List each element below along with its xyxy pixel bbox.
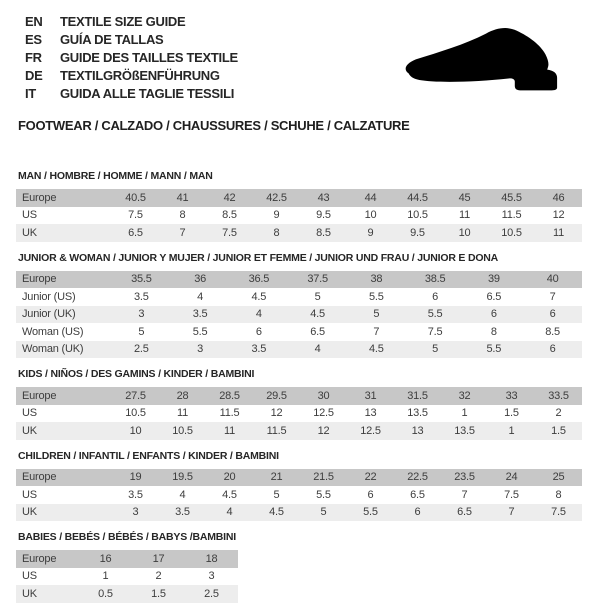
size-value: 3.5 xyxy=(134,290,149,303)
size-value: 43 xyxy=(317,191,330,204)
size-value: 21 xyxy=(270,471,283,484)
size-value: 10.5 xyxy=(501,226,522,239)
table-row xyxy=(16,306,582,324)
size-value: 12.5 xyxy=(360,424,381,437)
size-value: 10.5 xyxy=(407,209,428,222)
size-value: 28.5 xyxy=(219,389,240,402)
size-value: 13.5 xyxy=(407,407,428,420)
language-title: TEXTILGRÖßENFÜHRUNG xyxy=(60,68,220,83)
size-value: 19 xyxy=(129,471,142,484)
size-value: 7 xyxy=(373,325,380,338)
size-value: 16 xyxy=(99,552,112,565)
size-value: 5 xyxy=(320,506,327,519)
size-value: 18 xyxy=(205,552,218,565)
language-code: DE xyxy=(25,68,43,83)
size-value: 7 xyxy=(179,226,186,239)
table-row xyxy=(16,207,582,225)
size-value: 8 xyxy=(273,226,280,239)
size-value: 46 xyxy=(552,191,565,204)
size-value: 6 xyxy=(414,506,421,519)
guide-header xyxy=(0,0,600,133)
size-value: 8.5 xyxy=(222,209,237,222)
size-value: 11 xyxy=(176,407,189,420)
size-table-babies xyxy=(16,550,238,603)
size-value: 6 xyxy=(432,290,439,303)
size-value: 33 xyxy=(505,389,518,402)
size-value: 30 xyxy=(317,389,330,402)
size-value: 20 xyxy=(223,471,236,484)
row-label: Europe xyxy=(22,191,57,204)
size-value: 45 xyxy=(458,191,471,204)
size-value: 33.5 xyxy=(548,389,569,402)
size-value: 7.5 xyxy=(504,488,519,501)
size-value: 36.5 xyxy=(248,273,270,286)
size-value: 4 xyxy=(226,506,233,519)
row-label: US xyxy=(22,209,37,222)
size-table-man xyxy=(16,189,582,242)
size-value: 6 xyxy=(549,308,556,321)
size-value: 19.5 xyxy=(172,471,193,484)
size-value: 12.5 xyxy=(313,407,334,420)
section-junior-woman xyxy=(16,252,582,359)
category-title: FOOTWEAR / CALZADO / CHAUSSURES / SCHUHE / CALZATURE xyxy=(18,118,410,133)
size-value: 6 xyxy=(490,308,497,321)
size-value: 3 xyxy=(132,506,139,519)
size-value: 5.5 xyxy=(427,308,443,321)
size-value: 44 xyxy=(364,191,377,204)
section-title-babies: BABIES / BEBÉS / BÉBÉS / BABYS /BAMBINI xyxy=(18,531,236,543)
size-value: 7.5 xyxy=(427,325,443,338)
language-title: GUÍA DE TALLAS xyxy=(60,32,164,47)
size-value: 31.5 xyxy=(407,389,428,402)
size-table-kids xyxy=(16,387,582,440)
size-value: 21.5 xyxy=(313,471,334,484)
section-title-junior-woman: JUNIOR & WOMAN / JUNIOR Y MUJER / JUNIOR ET FEMME / JUNIOR UND FRAU / JUNIOR E DONA xyxy=(18,251,499,264)
table-row xyxy=(16,550,238,568)
row-label: US xyxy=(22,570,37,583)
size-value: 4 xyxy=(197,290,204,303)
size-value: 44.5 xyxy=(407,191,428,204)
size-value: 8 xyxy=(179,209,186,222)
size-value: 0.5 xyxy=(98,587,113,600)
row-label: Junior (UK) xyxy=(22,308,76,321)
size-tables xyxy=(16,170,582,603)
size-value: 25 xyxy=(552,471,565,484)
table-row xyxy=(16,486,582,504)
table-row xyxy=(16,224,582,242)
size-value: 32 xyxy=(458,389,471,402)
table-row xyxy=(16,405,582,423)
size-value: 11 xyxy=(223,424,236,437)
size-value: 2 xyxy=(155,570,162,583)
size-value: 7.5 xyxy=(222,226,237,239)
size-value: 12 xyxy=(317,424,330,437)
row-label: Europe xyxy=(22,471,57,484)
size-value: 27.5 xyxy=(125,389,146,402)
size-value: 6.5 xyxy=(128,226,143,239)
language-code: ES xyxy=(25,32,42,47)
size-value: 6 xyxy=(549,343,556,356)
table-row xyxy=(16,341,582,359)
size-value: 4.5 xyxy=(269,506,284,519)
table-row xyxy=(16,189,582,207)
size-value: 28 xyxy=(176,389,189,402)
size-table-junior-woman xyxy=(16,271,582,359)
size-value: 1 xyxy=(102,570,109,583)
size-value: 4.5 xyxy=(222,488,237,501)
section-title-man: MAN / HOMBRE / HOMME / MANN / MAN xyxy=(18,170,213,182)
size-value: 7 xyxy=(549,290,556,303)
size-value: 5 xyxy=(432,343,439,356)
row-label: Woman (UK) xyxy=(22,343,84,356)
size-value: 40 xyxy=(546,273,559,286)
size-value: 3 xyxy=(208,570,215,583)
size-value: 31 xyxy=(364,389,377,402)
size-value: 24 xyxy=(505,471,518,484)
size-value: 6.5 xyxy=(310,325,325,338)
section-title-children: CHILDREN / INFANTIL / ENFANTS / KINDER / BAMBINI xyxy=(18,449,279,462)
size-value: 4.5 xyxy=(251,290,267,303)
shoe-icon xyxy=(396,24,576,94)
size-value: 1 xyxy=(508,424,515,437)
size-value: 9.5 xyxy=(410,226,425,239)
section-children xyxy=(16,450,582,522)
size-value: 5.5 xyxy=(486,343,502,356)
language-code: IT xyxy=(25,86,36,101)
size-value: 4 xyxy=(179,488,186,501)
row-label: US xyxy=(22,407,37,420)
size-value: 23.5 xyxy=(454,471,475,484)
row-label: Woman (US) xyxy=(22,325,84,338)
size-value: 7 xyxy=(508,506,515,519)
size-value: 7 xyxy=(461,488,468,501)
size-value: 42 xyxy=(223,191,236,204)
language-title: TEXTILE SIZE GUIDE xyxy=(60,14,186,29)
row-label: Europe xyxy=(22,552,57,565)
size-value: 22.5 xyxy=(407,471,428,484)
language-title: GUIDE DES TAILLES TEXTILE xyxy=(60,50,238,65)
size-value: 8.5 xyxy=(545,325,560,338)
size-value: 2.5 xyxy=(134,343,149,356)
table-row xyxy=(16,568,238,586)
table-row xyxy=(16,271,582,289)
row-label: UK xyxy=(22,506,37,519)
size-value: 4 xyxy=(314,343,321,356)
size-value: 8 xyxy=(555,488,562,501)
row-label: Europe xyxy=(22,273,57,286)
table-row xyxy=(16,387,582,405)
size-value: 5 xyxy=(314,290,321,303)
section-babies xyxy=(16,531,582,603)
size-value: 10 xyxy=(364,209,377,222)
size-value: 5.5 xyxy=(369,290,384,303)
size-value: 11.5 xyxy=(266,424,287,437)
size-value: 3 xyxy=(138,308,145,321)
size-value: 3 xyxy=(197,343,204,356)
size-value: 37.5 xyxy=(307,273,328,286)
size-value: 10 xyxy=(458,226,471,239)
table-row xyxy=(16,469,582,487)
size-value: 3.5 xyxy=(128,488,143,501)
size-value: 2 xyxy=(555,407,562,420)
size-value: 1.5 xyxy=(551,424,566,437)
size-value: 36 xyxy=(194,273,207,286)
size-value: 45.5 xyxy=(501,191,522,204)
section-man xyxy=(16,170,582,242)
size-value: 35.5 xyxy=(131,273,152,286)
size-value: 1 xyxy=(461,407,468,420)
size-value: 11.5 xyxy=(501,209,522,222)
row-label: Europe xyxy=(22,389,57,402)
table-row xyxy=(16,504,582,522)
size-value: 17 xyxy=(152,552,165,565)
size-value: 4.5 xyxy=(310,308,325,321)
size-value: 8.5 xyxy=(316,226,331,239)
section-kids xyxy=(16,368,582,440)
section-title-kids: KIDS / NIÑOS / DES GAMINS / KINDER / BAMBINI xyxy=(18,368,255,380)
size-value: 13 xyxy=(411,424,424,437)
size-value: 29.5 xyxy=(266,389,287,402)
row-label: UK xyxy=(22,424,37,437)
size-value: 6 xyxy=(367,488,374,501)
language-code: EN xyxy=(25,14,43,29)
size-value: 40.5 xyxy=(125,191,146,204)
size-value: 11.5 xyxy=(219,407,240,420)
size-value: 12 xyxy=(552,209,565,222)
row-label: UK xyxy=(22,587,37,600)
size-value: 42.5 xyxy=(266,191,287,204)
row-label: UK xyxy=(22,226,37,239)
language-code: FR xyxy=(25,50,42,65)
size-value: 2.5 xyxy=(204,587,219,600)
language-title: GUIDA ALLE TAGLIE TESSILI xyxy=(60,86,235,101)
row-label: Junior (US) xyxy=(22,290,76,303)
size-value: 9 xyxy=(367,226,374,239)
size-value: 3.5 xyxy=(192,308,208,321)
size-value: 38 xyxy=(370,273,383,286)
table-row xyxy=(16,422,582,440)
size-table-children xyxy=(16,469,582,522)
size-value: 6.5 xyxy=(457,506,472,519)
size-value: 10.5 xyxy=(172,424,193,437)
size-value: 7.5 xyxy=(551,506,566,519)
size-value: 5.5 xyxy=(192,325,208,338)
row-label: US xyxy=(22,488,37,501)
size-value: 12 xyxy=(270,407,283,420)
size-value: 9.5 xyxy=(316,209,331,222)
table-row xyxy=(16,323,582,341)
size-value: 11 xyxy=(458,209,471,222)
size-value: 4 xyxy=(255,308,262,321)
size-value: 5 xyxy=(373,308,380,321)
size-value: 5 xyxy=(138,325,145,338)
size-value: 5.5 xyxy=(316,488,331,501)
size-value: 3.5 xyxy=(175,506,190,519)
size-value: 39 xyxy=(487,273,500,286)
size-value: 8 xyxy=(490,325,497,338)
size-value: 1.5 xyxy=(151,587,166,600)
size-value: 11 xyxy=(552,226,565,239)
size-value: 1.5 xyxy=(504,407,519,420)
size-value: 7.5 xyxy=(128,209,143,222)
size-value: 6.5 xyxy=(486,290,502,303)
size-value: 4.5 xyxy=(369,343,384,356)
size-value: 10 xyxy=(129,424,142,437)
size-value: 6 xyxy=(255,325,262,338)
size-value: 41 xyxy=(176,191,189,204)
size-value: 6.5 xyxy=(410,488,425,501)
table-row xyxy=(16,288,582,306)
size-value: 10.5 xyxy=(125,407,146,420)
size-value: 5.5 xyxy=(363,506,378,519)
size-value: 3.5 xyxy=(251,343,267,356)
size-value: 5 xyxy=(273,488,280,501)
size-value: 38.5 xyxy=(424,273,446,286)
size-value: 9 xyxy=(273,209,280,222)
size-value: 22 xyxy=(364,471,377,484)
size-value: 13 xyxy=(364,407,377,420)
size-value: 13.5 xyxy=(454,424,475,437)
